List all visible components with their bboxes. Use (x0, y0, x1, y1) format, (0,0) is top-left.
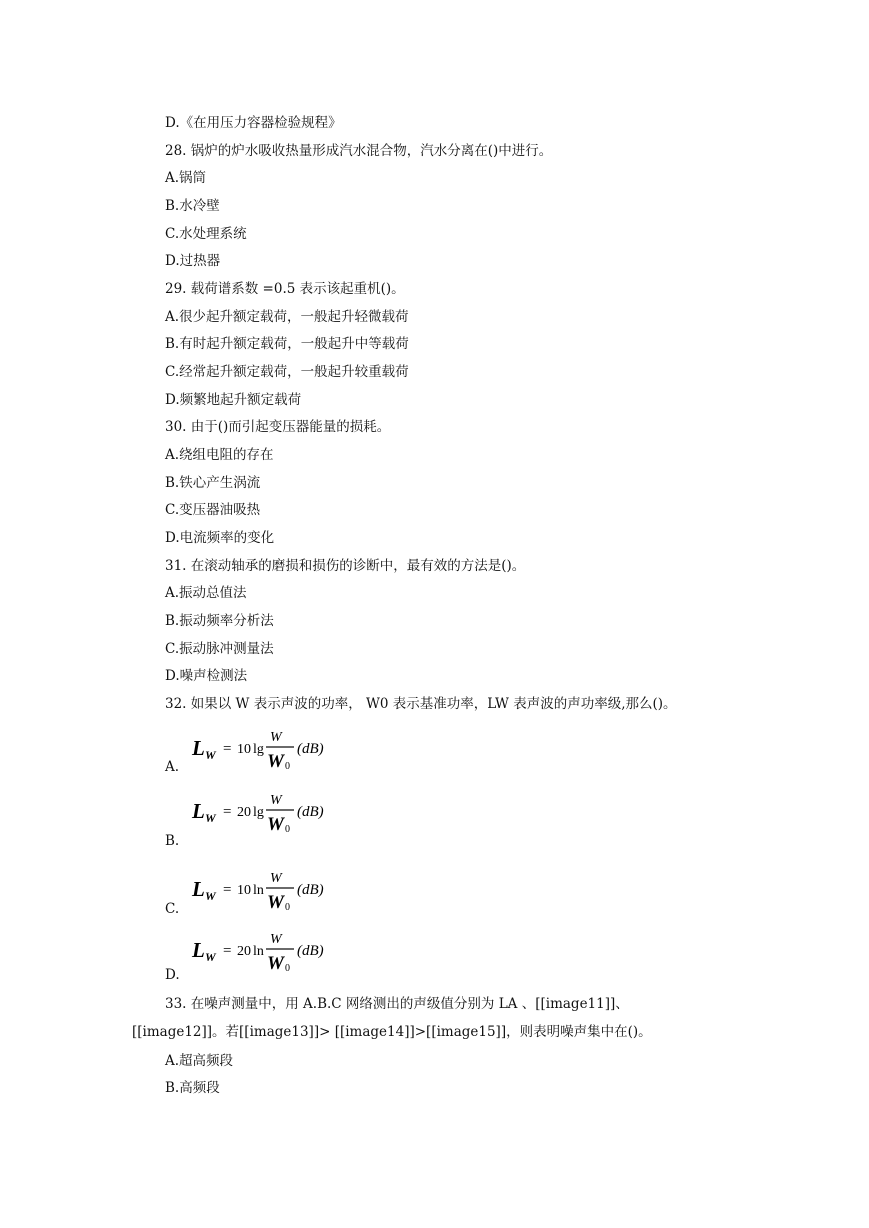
svg-text:lg: lg (253, 805, 264, 820)
svg-text:20: 20 (237, 805, 251, 820)
svg-text:=: = (223, 741, 232, 757)
option-line: A.锅筒 (165, 170, 207, 186)
formula-c (190, 866, 350, 914)
question-28: 28. 锅炉的炉水吸收热量形成汽水混合物，汽水分离在()中进行。 (165, 143, 553, 159)
option-line: D.电流频率的变化 (165, 530, 275, 546)
svg-text:0: 0 (285, 761, 290, 772)
svg-text:W: W (267, 892, 284, 913)
formula-a (190, 725, 350, 773)
svg-text:W: W (205, 889, 216, 903)
svg-text:W: W (270, 730, 282, 745)
svg-text:W: W (270, 793, 282, 808)
option-line: D.过热器 (165, 253, 221, 269)
formula-d (190, 927, 350, 975)
svg-text:ln: ln (253, 944, 264, 959)
option-line: A.绕组电阻的存在 (165, 447, 274, 463)
option-line: B.有时起升额定载荷，一般起升中等载荷 (165, 336, 409, 352)
svg-text:10: 10 (237, 883, 251, 898)
svg-text:20: 20 (237, 944, 251, 959)
svg-text:(dB): (dB) (297, 943, 324, 959)
svg-text:(dB): (dB) (297, 804, 324, 820)
svg-text:W: W (270, 871, 282, 886)
svg-text:W: W (267, 751, 284, 772)
option-line: B.振动频率分析法 (165, 613, 274, 629)
option-line: C.变压器油吸热 (165, 502, 261, 518)
svg-text:L: L (192, 736, 205, 760)
formula-b (190, 788, 350, 836)
question-33-continued: [[image12]]。若[[image13]]> [[image14]]>[[image15]]，则表明噪声集中在()。 (132, 1024, 652, 1040)
formula-option-label: A. (165, 759, 180, 775)
svg-text:W: W (267, 814, 284, 835)
option-line: D.《在用压力容器检验规程》 (165, 115, 342, 131)
svg-text:W: W (267, 953, 284, 974)
option-line: B.高频段 (165, 1080, 220, 1096)
option-line: D.噪声检测法 (165, 668, 248, 684)
svg-text:=: = (223, 882, 232, 898)
svg-text:W: W (205, 748, 216, 762)
svg-text:L: L (192, 799, 205, 823)
question-30: 30. 由于()而引起变压器能量的损耗。 (165, 419, 391, 435)
question-32: 32. 如果以 W 表示声波的功率， W0 表示基准功率，LW 表声波的声功率级,那么()。 (165, 696, 677, 712)
svg-text:0: 0 (285, 963, 290, 974)
formula-option-label: D. (165, 967, 180, 983)
svg-text:W: W (205, 950, 216, 964)
svg-text:W: W (270, 932, 282, 947)
svg-text:L: L (192, 938, 205, 962)
question-33: 33. 在噪声测量中，用 A.B.C 网络测出的声级值分别为 LA 、[[image11]]、 (165, 996, 629, 1012)
svg-text:10: 10 (237, 742, 251, 757)
svg-text:=: = (223, 804, 232, 820)
formula-option-label: C. (165, 901, 180, 917)
svg-text:W: W (205, 811, 216, 825)
svg-text:L: L (192, 877, 205, 901)
question-29: 29. 载荷谱系数 =0.5 表示该起重机()。 (165, 281, 405, 297)
formula-option-label: B. (165, 833, 180, 849)
svg-text:ln: ln (253, 883, 264, 898)
svg-text:(dB): (dB) (297, 882, 324, 898)
option-line: B.铁心产生涡流 (165, 475, 261, 491)
svg-text:0: 0 (285, 824, 290, 835)
option-line: C.振动脉冲测量法 (165, 641, 274, 657)
option-line: A.振动总值法 (165, 585, 247, 601)
svg-text:=: = (223, 943, 232, 959)
svg-text:0: 0 (285, 902, 290, 913)
question-31: 31. 在滚动轴承的磨损和损伤的诊断中，最有效的方法是()。 (165, 558, 526, 574)
svg-text:lg: lg (253, 742, 264, 757)
option-line: B.水冷壁 (165, 198, 220, 214)
option-line: C.水处理系统 (165, 226, 247, 242)
option-line: A.超高频段 (165, 1053, 234, 1069)
option-line: C.经常起升额定载荷，一般起升较重载荷 (165, 364, 409, 380)
option-line: A.很少起升额定载荷，一般起升轻微载荷 (165, 309, 409, 325)
svg-text:(dB): (dB) (297, 741, 324, 757)
option-line: D.频繁地起升额定载荷 (165, 392, 302, 408)
